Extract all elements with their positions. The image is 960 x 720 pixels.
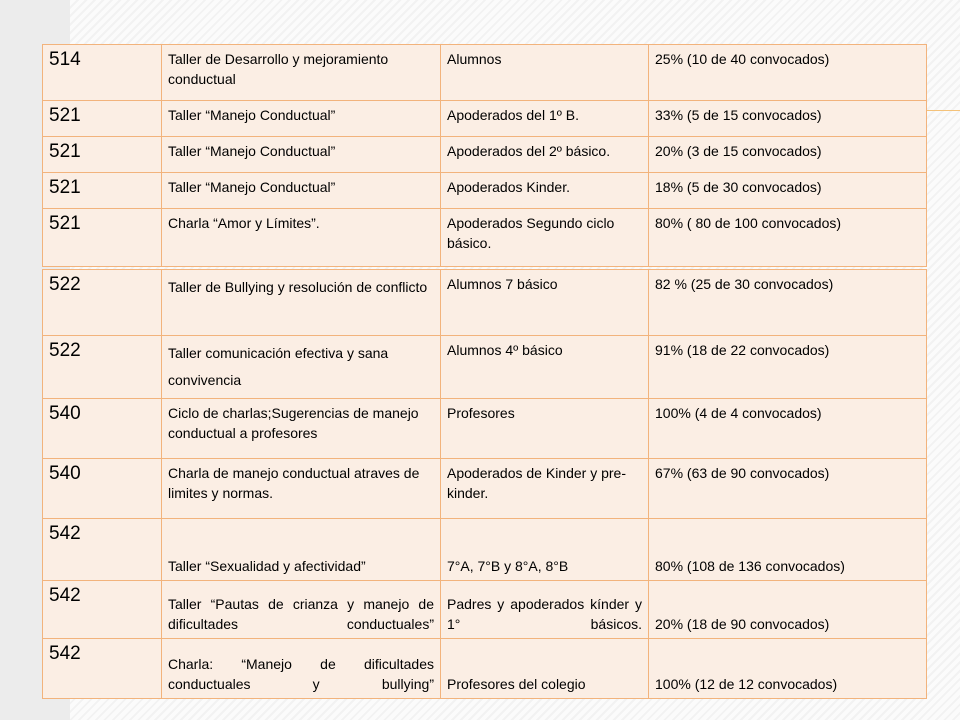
code-cell: 522 (43, 270, 162, 336)
code-cell: 522 (43, 336, 162, 399)
target-cell: 7°A, 7°B y 8°A, 8°B (441, 519, 649, 581)
attendance-cell: 67% (63 de 90 convocados) (649, 459, 927, 519)
code-cell: 542 (43, 639, 162, 699)
target-cell: Padres y apoderados kínder y 1° básicos. (441, 581, 649, 639)
target-cell: Alumnos 7 básico (441, 270, 649, 336)
activity-cell: Taller de Bullying y resolución de conflicto (162, 270, 441, 336)
target-cell: Alumnos (441, 45, 649, 101)
code-cell: 540 (43, 459, 162, 519)
target-cell: Profesores (441, 399, 649, 459)
attendance-cell: 80% ( 80 de 100 convocados) (649, 209, 927, 267)
table-row (43, 101, 927, 137)
activity-cell: Taller “Pautas de crianza y manejo de dificultades conductuales” (162, 581, 441, 639)
activity-cell: Taller comunicación efectiva y sana convivencia (162, 336, 441, 399)
activity-cell: Taller “Manejo Conductual” (162, 173, 441, 209)
attendance-cell: 33% (5 de 15 convocados) (649, 101, 927, 137)
attendance-cell: 25% (10 de 40 convocados) (649, 45, 927, 101)
attendance-cell: 100% (12 de 12 convocados) (649, 639, 927, 699)
code-cell: 521 (43, 137, 162, 173)
activities-table-top (42, 44, 927, 267)
table-row (43, 336, 927, 399)
table-row (43, 209, 927, 267)
code-cell: 542 (43, 581, 162, 639)
target-cell: Apoderados del 1º B. (441, 101, 649, 137)
table-row (43, 459, 927, 519)
target-cell: Apoderados de Kinder y pre-kinder. (441, 459, 649, 519)
activity-cell: Taller “Sexualidad y afectividad” (162, 519, 441, 581)
activity-cell: Charla: “Manejo de dificultades conductuales y bullying” (162, 639, 441, 699)
attendance-cell: 80% (108 de 136 convocados) (649, 519, 927, 581)
target-cell: Apoderados Segundo ciclo básico. (441, 209, 649, 267)
activity-cell: Taller “Manejo Conductual” (162, 137, 441, 173)
activity-cell: Taller “Manejo Conductual” (162, 101, 441, 137)
activity-cell: Taller de Desarrollo y mejoramiento conductual (162, 45, 441, 101)
code-cell: 521 (43, 209, 162, 267)
activity-cell: Charla “Amor y Límites”. (162, 209, 441, 267)
code-cell: 521 (43, 173, 162, 209)
accent-line (925, 110, 960, 111)
target-cell: Alumnos 4º básico (441, 336, 649, 399)
table-row (43, 270, 927, 336)
target-cell: Apoderados Kinder. (441, 173, 649, 209)
table-row (43, 581, 927, 639)
code-cell: 521 (43, 101, 162, 137)
attendance-cell: 20% (3 de 15 convocados) (649, 137, 927, 173)
table-row (43, 519, 927, 581)
activities-table-bottom (42, 269, 927, 699)
table-row (43, 173, 927, 209)
table-row (43, 399, 927, 459)
activity-cell: Ciclo de charlas;Sugerencias de manejo conductual a profesores (162, 399, 441, 459)
attendance-cell: 91% (18 de 22 convocados) (649, 336, 927, 399)
target-cell: Apoderados del 2º básico. (441, 137, 649, 173)
table-row (43, 639, 927, 699)
attendance-cell: 18% (5 de 30 convocados) (649, 173, 927, 209)
code-cell: 514 (43, 45, 162, 101)
attendance-cell: 82 % (25 de 30 convocados) (649, 270, 927, 336)
attendance-cell: 20% (18 de 90 convocados) (649, 581, 927, 639)
code-cell: 540 (43, 399, 162, 459)
activity-cell: Charla de manejo conductual atraves de limites y normas. (162, 459, 441, 519)
target-cell: Profesores del colegio (441, 639, 649, 699)
attendance-cell: 100% (4 de 4 convocados) (649, 399, 927, 459)
code-cell: 542 (43, 519, 162, 581)
table-row (43, 137, 927, 173)
table-row (43, 45, 927, 101)
